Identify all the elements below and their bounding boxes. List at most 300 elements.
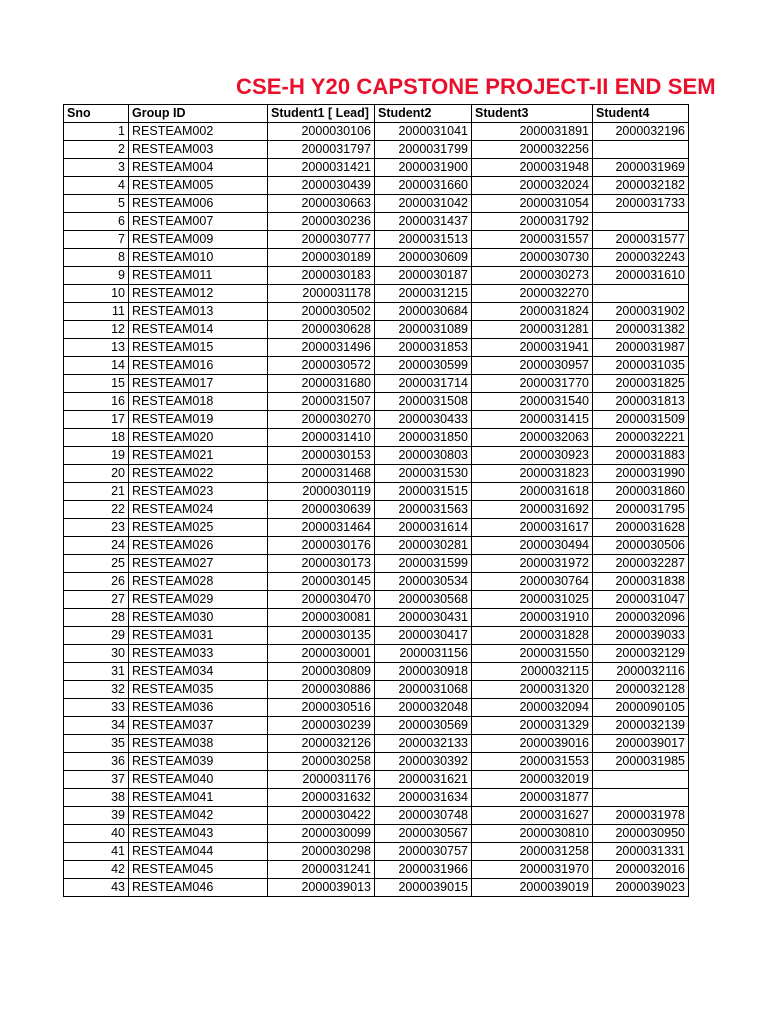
cell-student3: 2000031550	[472, 645, 593, 663]
cell-student2: 2000030431	[375, 609, 472, 627]
table-row	[64, 303, 689, 321]
cell-group-id: RESTEAM028	[129, 573, 268, 591]
table-row	[64, 645, 689, 663]
cell-group-id: RESTEAM036	[129, 699, 268, 717]
cell-sno: 36	[64, 753, 129, 771]
cell-student4: 2000031985	[593, 753, 689, 771]
cell-group-id: RESTEAM011	[129, 267, 268, 285]
cell-student3: 2000031320	[472, 681, 593, 699]
table-row	[64, 213, 689, 231]
cell-student2: 2000031614	[375, 519, 472, 537]
table-row	[64, 879, 689, 897]
table-row	[64, 825, 689, 843]
cell-student2: 2000031966	[375, 861, 472, 879]
cell-student3: 2000032019	[472, 771, 593, 789]
cell-student1: 2000031241	[268, 861, 375, 879]
cell-student3: 2000031415	[472, 411, 593, 429]
cell-group-id: RESTEAM006	[129, 195, 268, 213]
cell-group-id: RESTEAM015	[129, 339, 268, 357]
cell-student1: 2000030470	[268, 591, 375, 609]
cell-group-id: RESTEAM023	[129, 483, 268, 501]
cell-sno: 8	[64, 249, 129, 267]
cell-student4: 2000032129	[593, 645, 689, 663]
cell-student3: 2000039019	[472, 879, 593, 897]
cell-group-id: RESTEAM046	[129, 879, 268, 897]
cell-group-id: RESTEAM035	[129, 681, 268, 699]
cell-student2: 2000031042	[375, 195, 472, 213]
table-row	[64, 411, 689, 429]
cell-student4: 2000032243	[593, 249, 689, 267]
cell-group-id: RESTEAM027	[129, 555, 268, 573]
cell-sno: 17	[64, 411, 129, 429]
cell-student4: 2000031035	[593, 357, 689, 375]
header-group-id: Group ID	[129, 105, 268, 123]
header-student3: Student3	[472, 105, 593, 123]
cell-student4: 2000030950	[593, 825, 689, 843]
cell-student3: 2000031941	[472, 339, 593, 357]
table-row	[64, 393, 689, 411]
cell-group-id: RESTEAM039	[129, 753, 268, 771]
cell-student4: 2000031987	[593, 339, 689, 357]
cell-student4	[593, 285, 689, 303]
cell-student1: 2000030639	[268, 501, 375, 519]
cell-student1: 2000031464	[268, 519, 375, 537]
cell-group-id: RESTEAM043	[129, 825, 268, 843]
cell-sno: 38	[64, 789, 129, 807]
table-row	[64, 843, 689, 861]
cell-student2: 2000031900	[375, 159, 472, 177]
table-row	[64, 483, 689, 501]
cell-sno: 35	[64, 735, 129, 753]
cell-student2: 2000031799	[375, 141, 472, 159]
table-row	[64, 627, 689, 645]
table-header-row	[64, 105, 689, 123]
cell-student3: 2000031824	[472, 303, 593, 321]
cell-student1: 2000030270	[268, 411, 375, 429]
table-row	[64, 519, 689, 537]
cell-student1: 2000030422	[268, 807, 375, 825]
cell-sno: 34	[64, 717, 129, 735]
cell-student1: 2000031496	[268, 339, 375, 357]
cell-student4: 2000031795	[593, 501, 689, 519]
cell-student3: 2000031329	[472, 717, 593, 735]
cell-group-id: RESTEAM007	[129, 213, 268, 231]
table-row	[64, 861, 689, 879]
cell-student2: 2000032133	[375, 735, 472, 753]
cell-student4: 2000031628	[593, 519, 689, 537]
table-row	[64, 285, 689, 303]
cell-student2: 2000031599	[375, 555, 472, 573]
cell-student3: 2000030957	[472, 357, 593, 375]
cell-group-id: RESTEAM037	[129, 717, 268, 735]
table-row	[64, 375, 689, 393]
table-row	[64, 591, 689, 609]
cell-student2: 2000031853	[375, 339, 472, 357]
cell-group-id: RESTEAM012	[129, 285, 268, 303]
cell-group-id: RESTEAM020	[129, 429, 268, 447]
cell-student3: 2000031910	[472, 609, 593, 627]
cell-student3: 2000031692	[472, 501, 593, 519]
cell-group-id: RESTEAM038	[129, 735, 268, 753]
cell-student2: 2000030567	[375, 825, 472, 843]
cell-student1: 2000030099	[268, 825, 375, 843]
cell-group-id: RESTEAM040	[129, 771, 268, 789]
cell-student4: 2000039023	[593, 879, 689, 897]
cell-student2: 2000031215	[375, 285, 472, 303]
cell-student1: 2000031178	[268, 285, 375, 303]
cell-student3: 2000032063	[472, 429, 593, 447]
table-row	[64, 159, 689, 177]
header-student1-lead: Student1 [ Lead]	[268, 105, 375, 123]
cell-sno: 42	[64, 861, 129, 879]
cell-sno: 30	[64, 645, 129, 663]
header-student4: Student4	[593, 105, 689, 123]
cell-sno: 25	[64, 555, 129, 573]
cell-sno: 41	[64, 843, 129, 861]
cell-group-id: RESTEAM044	[129, 843, 268, 861]
cell-student1: 2000030239	[268, 717, 375, 735]
table-row	[64, 609, 689, 627]
cell-student3: 2000031281	[472, 321, 593, 339]
cell-sno: 22	[64, 501, 129, 519]
cell-student3: 2000031258	[472, 843, 593, 861]
cell-student1: 2000030516	[268, 699, 375, 717]
cell-student1: 2000030081	[268, 609, 375, 627]
cell-student2: 2000030534	[375, 573, 472, 591]
cell-sno: 11	[64, 303, 129, 321]
cell-group-id: RESTEAM019	[129, 411, 268, 429]
cell-student3: 2000032094	[472, 699, 593, 717]
cell-student1: 2000032126	[268, 735, 375, 753]
cell-group-id: RESTEAM041	[129, 789, 268, 807]
cell-student4: 2000032139	[593, 717, 689, 735]
table-row	[64, 681, 689, 699]
cell-student3: 2000031025	[472, 591, 593, 609]
cell-student3: 2000032256	[472, 141, 593, 159]
cell-student4: 2000030506	[593, 537, 689, 555]
cell-student3: 2000031627	[472, 807, 593, 825]
table-row	[64, 807, 689, 825]
cell-student1: 2000030298	[268, 843, 375, 861]
cell-student2: 2000030417	[375, 627, 472, 645]
cell-sno: 24	[64, 537, 129, 555]
cell-student2: 2000031156	[375, 645, 472, 663]
cell-sno: 28	[64, 609, 129, 627]
cell-student1: 2000031410	[268, 429, 375, 447]
cell-student2: 2000031621	[375, 771, 472, 789]
cell-student1: 2000030663	[268, 195, 375, 213]
cell-student4: 2000032221	[593, 429, 689, 447]
cell-student2: 2000030569	[375, 717, 472, 735]
cell-student3: 2000031770	[472, 375, 593, 393]
cell-group-id: RESTEAM003	[129, 141, 268, 159]
cell-student4: 2000031047	[593, 591, 689, 609]
cell-student2: 2000030392	[375, 753, 472, 771]
cell-group-id: RESTEAM024	[129, 501, 268, 519]
cell-group-id: RESTEAM042	[129, 807, 268, 825]
table-row	[64, 465, 689, 483]
cell-student4: 2000031883	[593, 447, 689, 465]
cell-student3: 2000031970	[472, 861, 593, 879]
cell-student1: 2000031468	[268, 465, 375, 483]
page-title: CSE-H Y20 CAPSTONE PROJECT-II END SEM	[236, 74, 716, 99]
cell-student3: 2000039016	[472, 735, 593, 753]
cell-student2: 2000031634	[375, 789, 472, 807]
cell-student4: 2000032287	[593, 555, 689, 573]
cell-student4: 2000039017	[593, 735, 689, 753]
cell-student4: 2000031382	[593, 321, 689, 339]
cell-student1: 2000030176	[268, 537, 375, 555]
cell-student3: 2000031617	[472, 519, 593, 537]
cell-group-id: RESTEAM030	[129, 609, 268, 627]
cell-student3: 2000030273	[472, 267, 593, 285]
header-sno: Sno	[64, 105, 129, 123]
cell-student4: 2000031902	[593, 303, 689, 321]
cell-sno: 18	[64, 429, 129, 447]
cell-student1: 2000030258	[268, 753, 375, 771]
table-row	[64, 177, 689, 195]
cell-sno: 23	[64, 519, 129, 537]
cell-group-id: RESTEAM031	[129, 627, 268, 645]
cell-student4	[593, 789, 689, 807]
cell-student1: 2000030886	[268, 681, 375, 699]
cell-sno: 39	[64, 807, 129, 825]
cell-group-id: RESTEAM010	[129, 249, 268, 267]
cell-group-id: RESTEAM002	[129, 123, 268, 141]
cell-sno: 32	[64, 681, 129, 699]
table-row	[64, 771, 689, 789]
cell-group-id: RESTEAM014	[129, 321, 268, 339]
cell-sno: 7	[64, 231, 129, 249]
cell-student2: 2000031714	[375, 375, 472, 393]
capstone-groups-table	[63, 104, 689, 897]
cell-sno: 13	[64, 339, 129, 357]
cell-sno: 16	[64, 393, 129, 411]
cell-student3: 2000032024	[472, 177, 593, 195]
cell-student4: 2000031825	[593, 375, 689, 393]
cell-student1: 2000030106	[268, 123, 375, 141]
cell-group-id: RESTEAM021	[129, 447, 268, 465]
cell-student1: 2000031421	[268, 159, 375, 177]
table-row	[64, 735, 689, 753]
cell-student3: 2000031054	[472, 195, 593, 213]
cell-student2: 2000030757	[375, 843, 472, 861]
cell-student4: 2000031969	[593, 159, 689, 177]
cell-group-id: RESTEAM029	[129, 591, 268, 609]
cell-student2: 2000030684	[375, 303, 472, 321]
table-row	[64, 339, 689, 357]
cell-sno: 20	[64, 465, 129, 483]
table-body	[64, 123, 689, 897]
cell-group-id: RESTEAM005	[129, 177, 268, 195]
cell-student4: 2000031577	[593, 231, 689, 249]
cell-sno: 9	[64, 267, 129, 285]
cell-student3: 2000030923	[472, 447, 593, 465]
cell-student4: 2000031813	[593, 393, 689, 411]
cell-student4: 2000032128	[593, 681, 689, 699]
cell-group-id: RESTEAM017	[129, 375, 268, 393]
cell-student4: 2000032196	[593, 123, 689, 141]
cell-student1: 2000031176	[268, 771, 375, 789]
cell-student2: 2000031041	[375, 123, 472, 141]
cell-student1: 2000030173	[268, 555, 375, 573]
cell-sno: 40	[64, 825, 129, 843]
cell-student1: 2000031680	[268, 375, 375, 393]
cell-sno: 4	[64, 177, 129, 195]
cell-student2: 2000031530	[375, 465, 472, 483]
cell-student3: 2000031948	[472, 159, 593, 177]
table-row	[64, 699, 689, 717]
cell-student2: 2000031660	[375, 177, 472, 195]
cell-student4	[593, 771, 689, 789]
cell-sno: 10	[64, 285, 129, 303]
cell-student4: 2000031610	[593, 267, 689, 285]
table-row	[64, 447, 689, 465]
cell-student4: 2000032096	[593, 609, 689, 627]
cell-group-id: RESTEAM018	[129, 393, 268, 411]
cell-student3: 2000030494	[472, 537, 593, 555]
cell-student1: 2000030183	[268, 267, 375, 285]
cell-student1: 2000030572	[268, 357, 375, 375]
cell-student1: 2000030439	[268, 177, 375, 195]
cell-student4	[593, 213, 689, 231]
cell-sno: 1	[64, 123, 129, 141]
cell-sno: 37	[64, 771, 129, 789]
cell-student1: 2000030189	[268, 249, 375, 267]
cell-student3: 2000030810	[472, 825, 593, 843]
cell-group-id: RESTEAM045	[129, 861, 268, 879]
table-row	[64, 501, 689, 519]
cell-student1: 2000030119	[268, 483, 375, 501]
cell-student2: 2000030433	[375, 411, 472, 429]
cell-student1: 2000030135	[268, 627, 375, 645]
cell-student2: 2000030748	[375, 807, 472, 825]
cell-sno: 19	[64, 447, 129, 465]
table-row	[64, 195, 689, 213]
cell-student3: 2000032270	[472, 285, 593, 303]
cell-student1: 2000030809	[268, 663, 375, 681]
cell-student4: 2000031860	[593, 483, 689, 501]
cell-student4: 2000031733	[593, 195, 689, 213]
cell-student2: 2000031850	[375, 429, 472, 447]
cell-student4: 2000031978	[593, 807, 689, 825]
cell-student2: 2000039015	[375, 879, 472, 897]
cell-student3: 2000030764	[472, 573, 593, 591]
cell-student2: 2000030609	[375, 249, 472, 267]
cell-student3: 2000031618	[472, 483, 593, 501]
cell-student1: 2000030777	[268, 231, 375, 249]
cell-student3: 2000030730	[472, 249, 593, 267]
cell-student4: 2000031990	[593, 465, 689, 483]
cell-sno: 2	[64, 141, 129, 159]
cell-student2: 2000031563	[375, 501, 472, 519]
table-row	[64, 321, 689, 339]
table-row	[64, 555, 689, 573]
cell-student2: 2000030918	[375, 663, 472, 681]
cell-student3: 2000031823	[472, 465, 593, 483]
table-row	[64, 231, 689, 249]
table-row	[64, 357, 689, 375]
cell-student2: 2000031515	[375, 483, 472, 501]
cell-group-id: RESTEAM016	[129, 357, 268, 375]
cell-student4: 2000090105	[593, 699, 689, 717]
cell-group-id: RESTEAM034	[129, 663, 268, 681]
cell-sno: 29	[64, 627, 129, 645]
table-row	[64, 753, 689, 771]
cell-sno: 21	[64, 483, 129, 501]
cell-sno: 6	[64, 213, 129, 231]
cell-sno: 31	[64, 663, 129, 681]
cell-sno: 12	[64, 321, 129, 339]
table-row	[64, 663, 689, 681]
cell-sno: 27	[64, 591, 129, 609]
cell-student1: 2000030236	[268, 213, 375, 231]
cell-student2: 2000031508	[375, 393, 472, 411]
cell-sno: 26	[64, 573, 129, 591]
cell-sno: 15	[64, 375, 129, 393]
cell-student3: 2000031540	[472, 393, 593, 411]
cell-student4: 2000032116	[593, 663, 689, 681]
cell-sno: 3	[64, 159, 129, 177]
cell-student2: 2000030599	[375, 357, 472, 375]
cell-student1: 2000031797	[268, 141, 375, 159]
cell-student3: 2000031828	[472, 627, 593, 645]
table-row	[64, 573, 689, 591]
cell-student3: 2000031891	[472, 123, 593, 141]
cell-sno: 43	[64, 879, 129, 897]
cell-student4	[593, 141, 689, 159]
table-row	[64, 141, 689, 159]
cell-student3: 2000031553	[472, 753, 593, 771]
cell-student2: 2000030568	[375, 591, 472, 609]
cell-student1: 2000030145	[268, 573, 375, 591]
table-row	[64, 267, 689, 285]
cell-student1: 2000030502	[268, 303, 375, 321]
cell-student4: 2000039033	[593, 627, 689, 645]
cell-sno: 33	[64, 699, 129, 717]
cell-student3: 2000031877	[472, 789, 593, 807]
cell-group-id: RESTEAM013	[129, 303, 268, 321]
cell-sno: 14	[64, 357, 129, 375]
cell-student4: 2000032016	[593, 861, 689, 879]
cell-student2: 2000032048	[375, 699, 472, 717]
cell-student1: 2000030153	[268, 447, 375, 465]
cell-group-id: RESTEAM033	[129, 645, 268, 663]
cell-student3: 2000031972	[472, 555, 593, 573]
cell-group-id: RESTEAM022	[129, 465, 268, 483]
cell-student2: 2000031089	[375, 321, 472, 339]
table-row	[64, 789, 689, 807]
cell-student4: 2000031331	[593, 843, 689, 861]
cell-student2: 2000031437	[375, 213, 472, 231]
cell-student1: 2000031507	[268, 393, 375, 411]
cell-sno: 5	[64, 195, 129, 213]
cell-student3: 2000032115	[472, 663, 593, 681]
cell-group-id: RESTEAM026	[129, 537, 268, 555]
table-row	[64, 537, 689, 555]
cell-group-id: RESTEAM009	[129, 231, 268, 249]
cell-student3: 2000031792	[472, 213, 593, 231]
table-row	[64, 249, 689, 267]
cell-student4: 2000031509	[593, 411, 689, 429]
header-student2: Student2	[375, 105, 472, 123]
table-row	[64, 717, 689, 735]
cell-student1: 2000030628	[268, 321, 375, 339]
cell-student1: 2000039013	[268, 879, 375, 897]
table-row	[64, 123, 689, 141]
cell-student2: 2000031068	[375, 681, 472, 699]
cell-group-id: RESTEAM025	[129, 519, 268, 537]
